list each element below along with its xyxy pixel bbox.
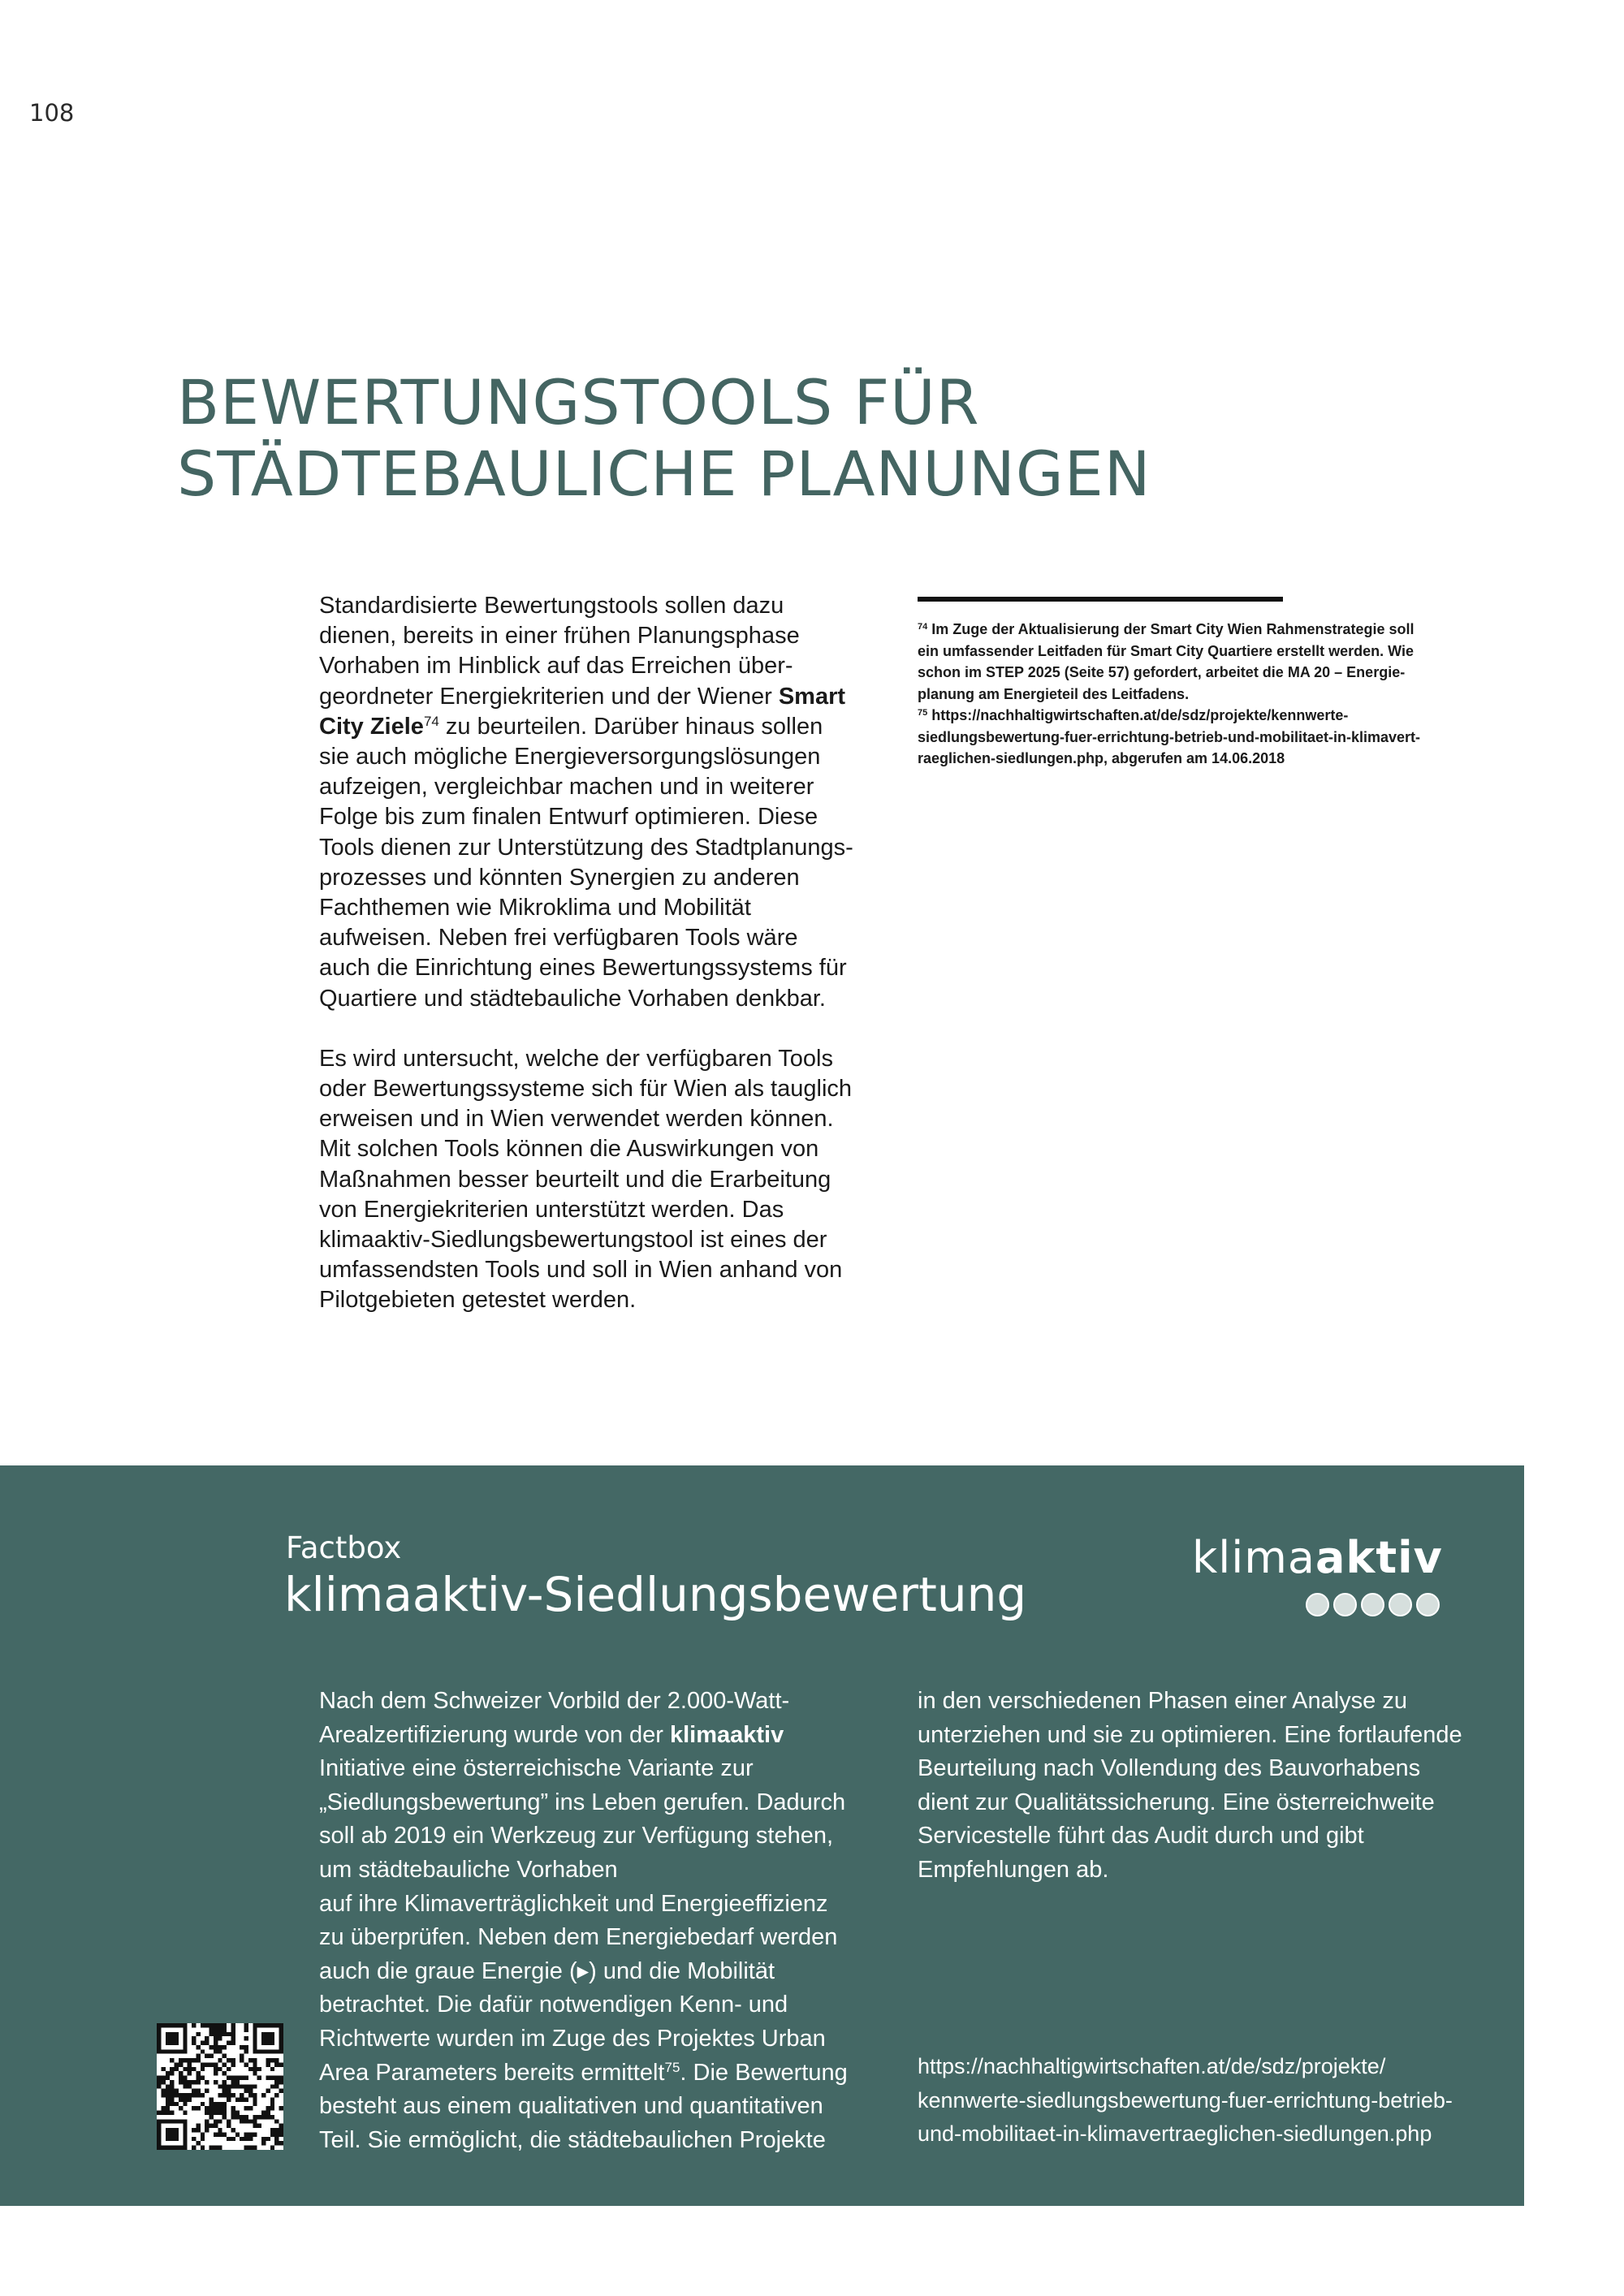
body-line: aufweisen. Neben frei verfügbaren Tools wäre bbox=[319, 925, 798, 952]
logo-dot bbox=[1333, 1593, 1357, 1616]
factbox-line: besteht aus einem qualitativen und quantitativen bbox=[319, 2093, 823, 2120]
body-text-run: zu beurteilen. Darüber hinaus sollen bbox=[438, 713, 823, 740]
footnote-line: planung am Energieteil des Leitfadens. bbox=[918, 685, 1190, 702]
logo-dot bbox=[1389, 1593, 1412, 1616]
body-line: klimaaktiv-Siedlungsbewertungstool ist eines der bbox=[319, 1227, 827, 1254]
body-line: Folge bis zum finalen Entwurf optimieren. Diese bbox=[319, 804, 818, 831]
body-paragraph bbox=[319, 1044, 888, 1316]
body-line: umfassendsten Tools und soll in Wien anhand von bbox=[319, 1257, 843, 1284]
body-line: dienen, bereits in einer frühen Planungsphase bbox=[319, 623, 800, 650]
factbox-url-line[interactable]: kennwerte-siedlungsbewertung-fuer-errichtung-betrieb- bbox=[918, 2087, 1453, 2113]
logo-text-light: klima bbox=[1192, 1532, 1315, 1583]
body-line: von Energiekriterien unterstützt werden. Das bbox=[319, 1196, 784, 1223]
logo-dot bbox=[1306, 1593, 1329, 1616]
factbox-line: zu überprüfen. Neben dem Energiebedarf werden bbox=[319, 1924, 838, 1951]
factbox-line bbox=[319, 2056, 888, 2091]
factbox-line: unterziehen und sie zu optimieren. Eine fortlaufende bbox=[918, 1721, 1462, 1748]
factbox-line bbox=[319, 1719, 888, 1753]
body-line: Maßnahmen besser beurteilt und die Erarbeitung bbox=[319, 1166, 831, 1193]
body-line bbox=[319, 682, 888, 712]
factbox-text-right bbox=[918, 1685, 1502, 1888]
page-title-line: BEWERTUNGSTOOLS FÜR bbox=[177, 366, 980, 438]
factbox-title: klimaaktiv-Siedlungsbewertung bbox=[284, 1567, 1027, 1622]
factbox-line: Teil. Sie ermöglicht, die städtebaulichen Projekte bbox=[319, 2126, 826, 2153]
footnote-text: Im Zuge der Aktualisierung der Smart City Wien Rahmenstrategie soll bbox=[927, 621, 1415, 637]
factbox-url-line[interactable]: https://nachhaltigwirtschaften.at/de/sdz/projekte/ bbox=[918, 2054, 1386, 2078]
factbox-line: in den verschiedenen Phasen einer Analyse zu bbox=[918, 1688, 1407, 1714]
footnote-number: 74 bbox=[918, 622, 928, 632]
factbox-line: Nach dem Schweizer Vorbild der 2.000-Watt- bbox=[319, 1688, 790, 1714]
smart-city-emphasis: Smart bbox=[778, 683, 846, 710]
factbox-line: „Siedlungsbewertung” ins Leben gerufen. Dadurch bbox=[319, 1789, 846, 1815]
factbox-line: auf ihre Klimaverträglichkeit und Energieeffizienz bbox=[319, 1890, 828, 1917]
factbox-text-run: Arealzertifizierung wurde von der bbox=[319, 1721, 670, 1748]
logo-text-bold: aktiv bbox=[1315, 1532, 1443, 1583]
footnote-number: 75 bbox=[918, 708, 928, 718]
body-text-run: geordneter Energiekriterien und der Wiener bbox=[319, 683, 779, 710]
factbox-line: Initiative eine österreichische Variante zur bbox=[319, 1755, 754, 1782]
factbox-text-run: . Die Bewertung bbox=[680, 2059, 848, 2086]
body-line: auch die Einrichtung eines Bewertungssystems für bbox=[319, 955, 847, 982]
factbox bbox=[0, 1465, 1524, 2206]
body-line: aufzeigen, vergleichbar machen und in weiterer bbox=[319, 774, 814, 801]
body-line: Pilotgebieten getestet werden. bbox=[319, 1287, 637, 1314]
factbox-line: Empfehlungen ab. bbox=[918, 1856, 1109, 1883]
logo-dot bbox=[1361, 1593, 1384, 1616]
footnote-75 bbox=[918, 705, 1502, 727]
body-line: Mit solchen Tools können die Auswirkungen von bbox=[319, 1136, 819, 1163]
factbox-line: Servicestelle führt das Audit durch und gibt bbox=[918, 1823, 1364, 1849]
footnote-divider bbox=[918, 597, 1283, 602]
factbox-line: soll ab 2019 ein Werkzeug zur Verfügung stehen, bbox=[319, 1823, 834, 1849]
body-line: Standardisierte Bewertungstools sollen dazu bbox=[319, 593, 784, 619]
body-line: sie auch mögliche Energieversorgungslösungen bbox=[319, 744, 821, 770]
footnotes bbox=[918, 619, 1502, 770]
body-line bbox=[319, 712, 888, 742]
logo-dot bbox=[1416, 1593, 1440, 1616]
factbox-url-link[interactable] bbox=[918, 2050, 1453, 2151]
body-line: prozesses und könnten Synergien zu anderen bbox=[319, 864, 800, 891]
factbox-url-line[interactable]: und-mobilitaet-in-klimavertraeglichen-siedlungen.php bbox=[918, 2121, 1432, 2146]
body-line: Tools dienen zur Unterstützung des Stadtplanungs- bbox=[319, 834, 853, 861]
factbox-line: um städtebauliche Vorhaben bbox=[319, 1856, 618, 1883]
footnote-74 bbox=[918, 619, 1502, 641]
factbox-line: Beurteilung nach Vollendung des Bauvorhabens bbox=[918, 1755, 1421, 1782]
footnote-line: ein umfassender Leitfaden für Smart City Quartiere erstellt werden. Wie bbox=[918, 642, 1415, 659]
page-title-line: STÄDTEBAULICHE PLANUNGEN bbox=[177, 438, 1151, 510]
footnote-ref: 75 bbox=[664, 2059, 680, 2075]
klimaaktiv-logo bbox=[1192, 1532, 1443, 1583]
footnote-line: schon im STEP 2025 (Seite 57) gefordert, arbeitet die MA 20 – Energie- bbox=[918, 664, 1406, 680]
logo-dots-icon bbox=[1306, 1593, 1440, 1616]
factbox-text-run: Area Parameters bereits ermittelt bbox=[319, 2059, 665, 2086]
footnote-line: raeglichen-siedlungen.php, abgerufen am 14.06.2018 bbox=[918, 750, 1285, 766]
body-line: Vorhaben im Hinblick auf das Erreichen über- bbox=[319, 653, 793, 680]
footnote-ref: 74 bbox=[423, 713, 439, 729]
factbox-label: Factbox bbox=[286, 1530, 402, 1565]
body-text bbox=[319, 591, 888, 1346]
body-line: Es wird untersucht, welche der verfügbaren Tools bbox=[319, 1045, 833, 1072]
footnote-text[interactable]: https://nachhaltigwirtschaften.at/de/sdz/projekte/kennwerte- bbox=[927, 707, 1349, 723]
page-number: 108 bbox=[29, 99, 75, 127]
body-paragraph bbox=[319, 591, 888, 1014]
footnote-line[interactable]: siedlungsbewertung-fuer-errichtung-betrieb-und-mobilitaet-in-klimavert- bbox=[918, 728, 1421, 745]
body-line: Quartiere und städtebauliche Vorhaben denkbar. bbox=[319, 985, 826, 1012]
factbox-line: dient zur Qualitätssicherung. Eine österreichweite bbox=[918, 1789, 1435, 1815]
qr-code-icon[interactable] bbox=[157, 2023, 283, 2150]
page-title bbox=[177, 367, 1151, 510]
factbox-line: betrachtet. Die dafür notwendigen Kenn- und bbox=[319, 1992, 788, 2018]
body-line: erweisen und in Wien verwendet werden können. bbox=[319, 1106, 834, 1133]
klimaaktiv-emphasis: klimaaktiv bbox=[669, 1721, 784, 1748]
body-line: oder Bewertungssysteme sich für Wien als tauglich bbox=[319, 1076, 853, 1103]
smart-city-emphasis: City Ziele bbox=[319, 713, 424, 740]
factbox-text-left bbox=[319, 1685, 888, 2157]
body-line: Fachthemen wie Mikroklima und Mobilität bbox=[319, 895, 751, 921]
factbox-line: Richtwerte wurden im Zuge des Projektes Urban bbox=[319, 2025, 826, 2052]
factbox-line: auch die graue Energie (▸) und die Mobilität bbox=[319, 1957, 775, 1984]
